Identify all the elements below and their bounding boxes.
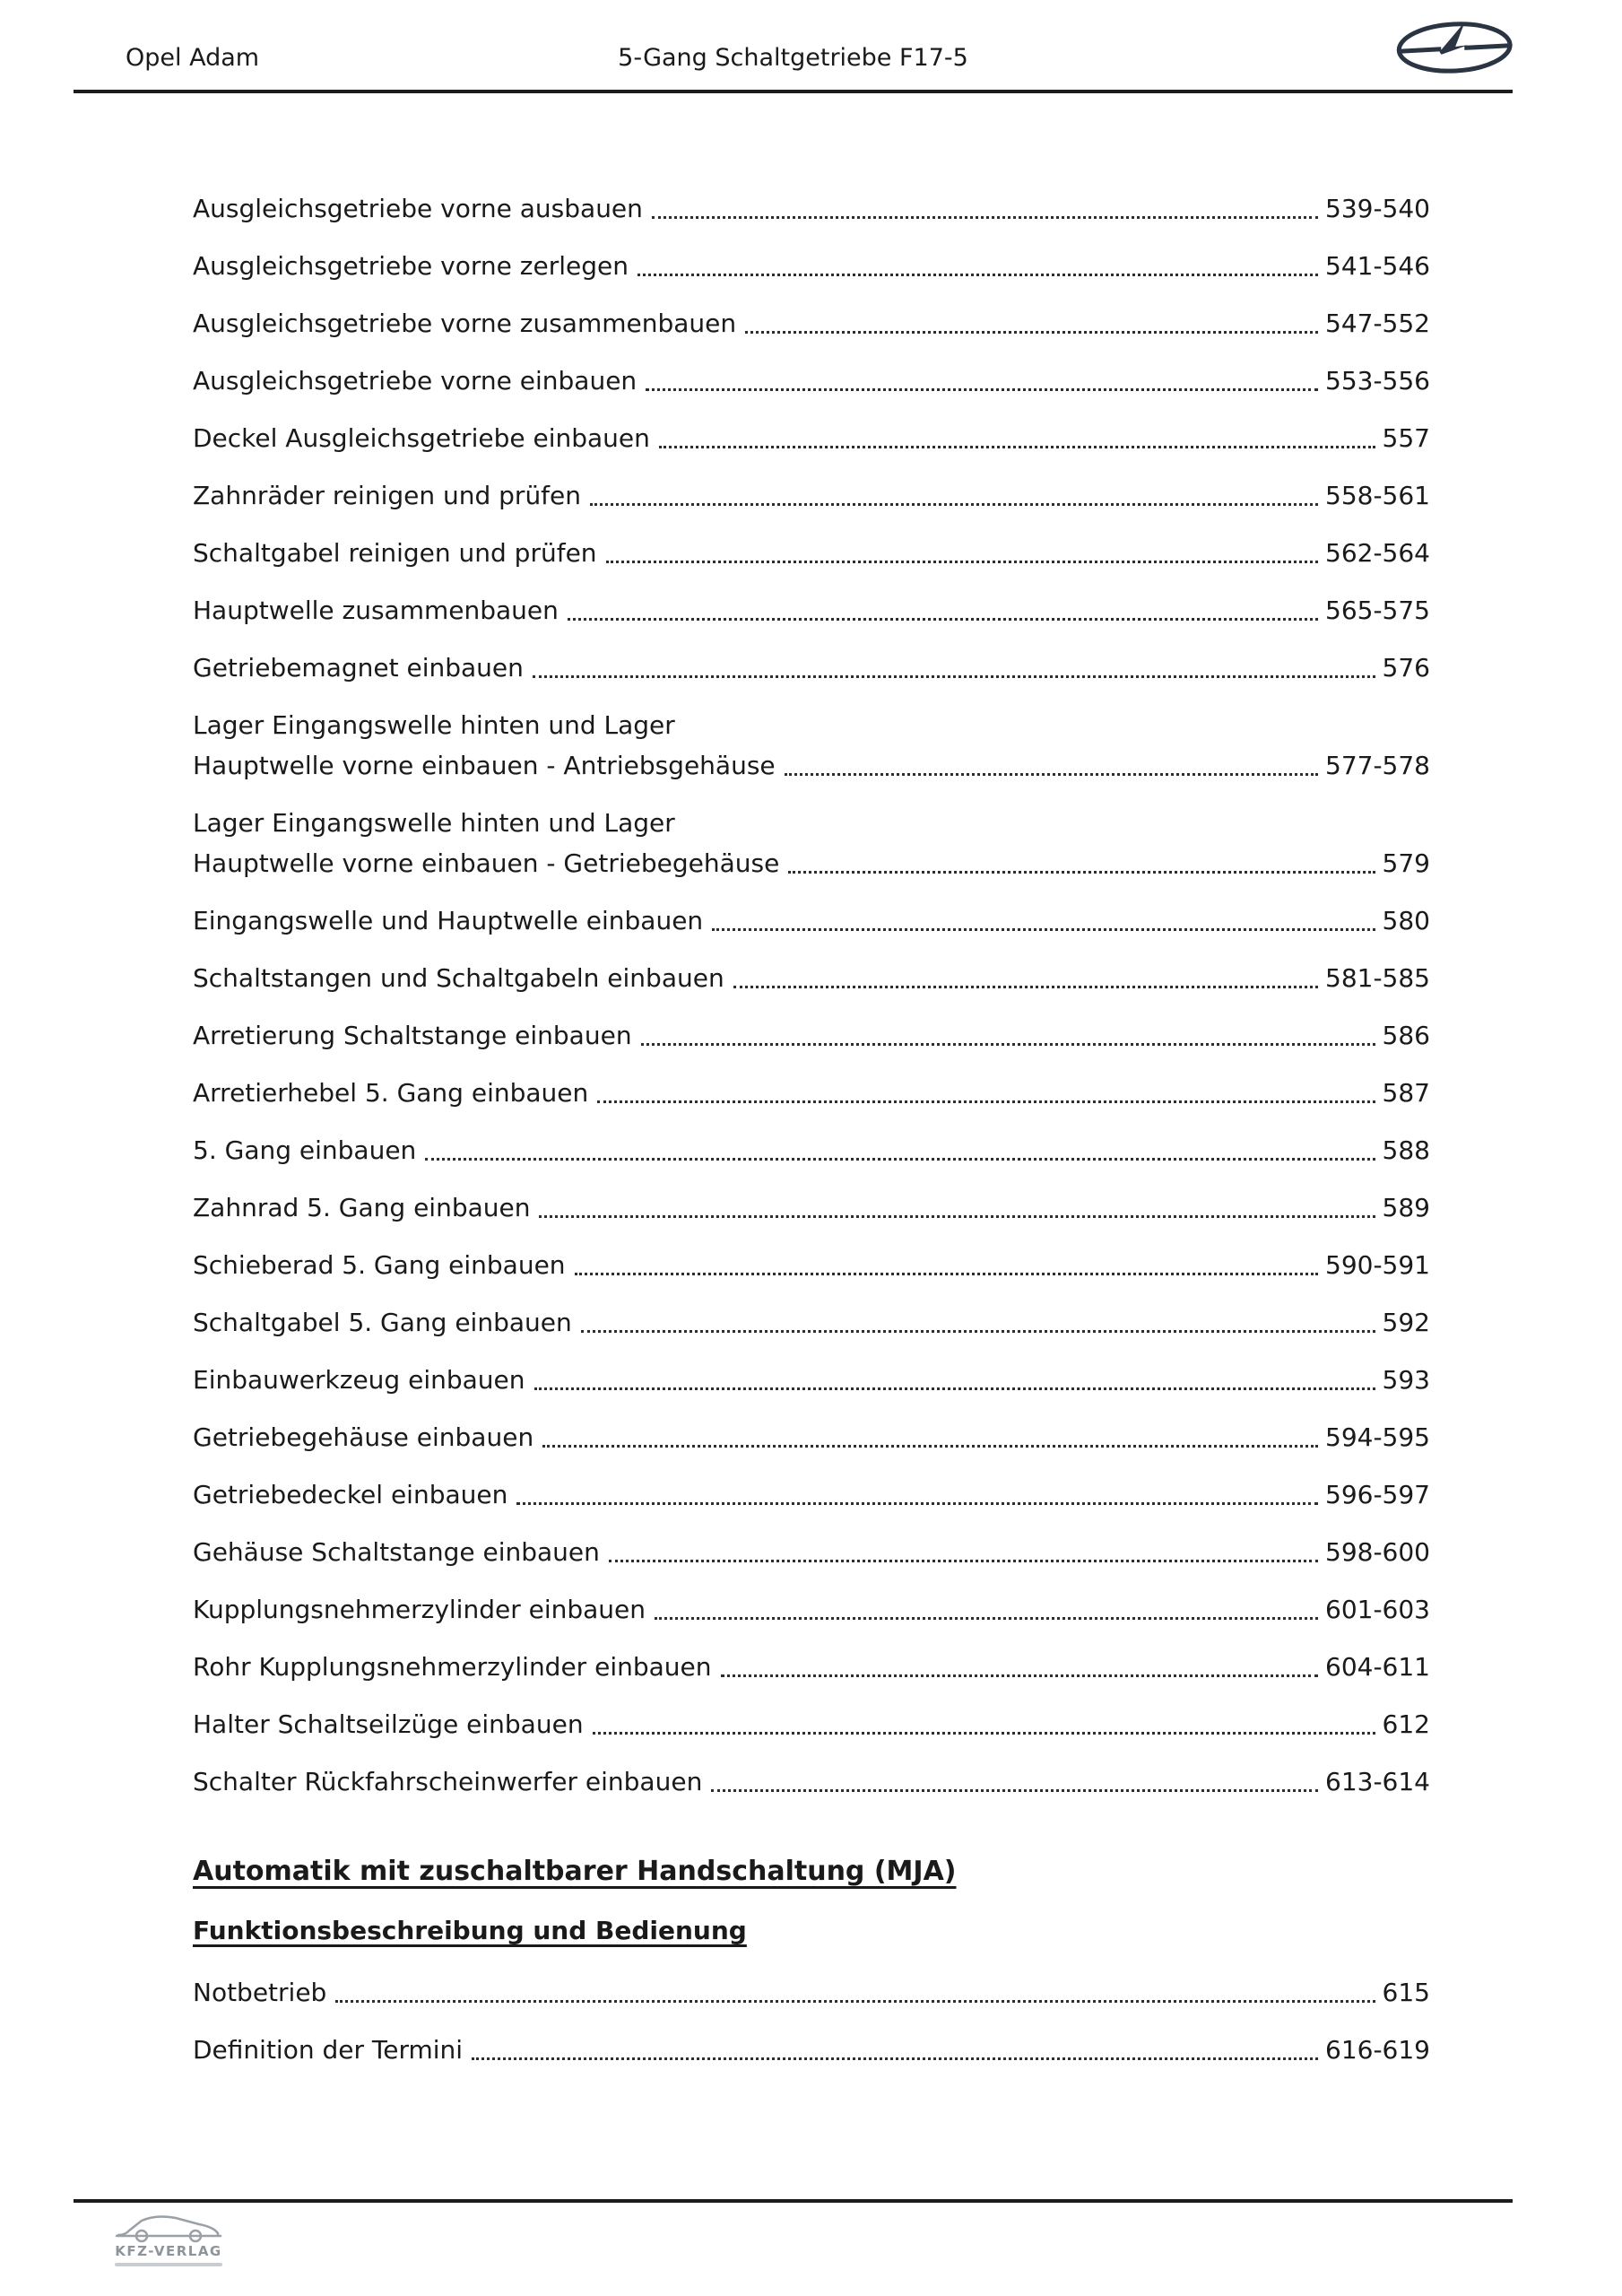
toc-entry	[193, 1647, 1430, 1687]
toc-entry-title: Ausgleichsgetriebe vorne einbauen	[193, 366, 638, 396]
toc-entry	[193, 705, 1430, 786]
toc-entry	[193, 2030, 1430, 2070]
toc-row	[193, 1302, 1430, 1343]
toc-entry	[193, 590, 1430, 631]
toc-entry	[193, 1187, 1430, 1228]
toc-row	[193, 1187, 1430, 1228]
toc-entry-pages: 553-556	[1325, 366, 1430, 396]
header-model-name: Opel Adam	[126, 44, 260, 72]
toc-row	[193, 803, 1430, 843]
toc-leader-dots	[712, 928, 1375, 931]
toc-entry	[193, 1589, 1430, 1630]
toc-entry-title: Zahnräder reinigen und prüfen	[193, 481, 582, 510]
toc-row	[193, 418, 1430, 458]
toc-entry-pages: 613-614	[1325, 1767, 1430, 1796]
footer-logo-text: KFZ-VERLAG	[115, 2243, 222, 2259]
toc-entry-title: Ausgleichsgetriebe vorne zerlegen	[193, 251, 629, 281]
toc-entry-pages: 589	[1382, 1193, 1430, 1222]
toc-entry-pages: 601-603	[1325, 1595, 1430, 1624]
toc-entry	[193, 533, 1430, 573]
toc-leader-dots	[721, 1674, 1319, 1677]
toc-row	[193, 1589, 1430, 1630]
toc-entry-title: Getriebegehäuse einbauen	[193, 1422, 534, 1452]
toc-row	[193, 1130, 1430, 1170]
toc-entry-pages: 588	[1382, 1135, 1430, 1165]
toc-entry	[193, 803, 1430, 883]
toc-leader-dots	[533, 675, 1375, 678]
toc-leader-dots	[593, 1732, 1375, 1735]
toc-row	[193, 705, 1430, 745]
toc-entry-pages: 604-611	[1325, 1652, 1430, 1682]
toc-entry	[193, 1704, 1430, 1744]
toc-entry-title: Schieberad 5. Gang einbauen	[193, 1250, 566, 1280]
page-header	[74, 23, 1513, 93]
toc-row	[193, 1704, 1430, 1744]
toc-leader-dots	[606, 561, 1318, 563]
toc-entry-pages: 598-600	[1325, 1537, 1430, 1567]
toc-leader-dots	[534, 1387, 1375, 1390]
toc-entry-pages: 593	[1382, 1365, 1430, 1395]
toc-entry-pages: 615	[1382, 1978, 1430, 2007]
toc-entry-title: Halter Schaltseilzüge einbauen	[193, 1709, 584, 1739]
toc-entry-title: Getriebedeckel einbauen	[193, 1480, 508, 1509]
toc-entry	[193, 1360, 1430, 1400]
toc-entry	[193, 1417, 1430, 1457]
footer-publisher-logo	[97, 2208, 240, 2266]
toc-leader-dots	[641, 1043, 1375, 1046]
toc-entry	[193, 1015, 1430, 1056]
toc-section-list	[193, 1972, 1430, 2070]
toc-entry-title: Deckel Ausgleichsgetriebe einbauen	[193, 423, 650, 453]
toc-entry-title: Ausgleichsgetriebe vorne ausbauen	[193, 194, 643, 223]
toc-main-list	[193, 188, 1430, 1802]
toc-entry-title: Notbetrieb	[193, 1978, 327, 2007]
toc-entry-pages: 594-595	[1325, 1422, 1430, 1452]
toc-entry	[193, 246, 1430, 286]
toc-entry-title: Arretierhebel 5. Gang einbauen	[193, 1078, 589, 1108]
toc-entry-title: Schalter Rückfahrscheinwerfer einbauen	[193, 1767, 703, 1796]
toc-entry-title: Gehäuse Schaltstange einbauen	[193, 1537, 600, 1567]
toc-entry-pages: 587	[1382, 1078, 1430, 1108]
section-heading: Automatik mit zuschaltbarer Handschaltung (MJA)	[193, 1856, 957, 1887]
toc-leader-dots	[745, 331, 1318, 334]
toc-entry-title: Hauptwelle vorne einbauen - Antriebsgehäuse	[193, 751, 776, 780]
toc-row	[193, 1015, 1430, 1056]
toc-entry	[193, 475, 1430, 516]
toc-entry	[193, 418, 1430, 458]
toc-entry-pages: 586	[1382, 1021, 1430, 1050]
opel-blitz-logo-icon	[1385, 4, 1523, 84]
kfz-verlag-car-icon	[97, 2208, 240, 2244]
toc-leader-dots	[638, 274, 1318, 276]
toc-leader-dots	[785, 773, 1318, 776]
toc-entry-pages: 596-597	[1325, 1480, 1430, 1509]
toc-row	[193, 1532, 1430, 1572]
toc-entry	[193, 1245, 1430, 1285]
toc-entry-pages: 577-578	[1325, 751, 1430, 780]
toc-entry-pages: 562-564	[1325, 538, 1430, 568]
toc-entry-title: Einbauwerkzeug einbauen	[193, 1365, 525, 1395]
toc-entry	[193, 1532, 1430, 1572]
toc-entry-pages: 541-546	[1325, 251, 1430, 281]
toc-row	[193, 1972, 1430, 2013]
toc-entry-title: Ausgleichsgetriebe vorne zusammenbauen	[193, 309, 737, 338]
toc-leader-dots	[659, 446, 1375, 448]
toc-entry-title: Schaltgabel 5. Gang einbauen	[193, 1308, 572, 1337]
toc-entry	[193, 1130, 1430, 1170]
toc-entry-pages: 565-575	[1325, 596, 1430, 625]
toc-row	[193, 1245, 1430, 1285]
toc-row	[193, 1474, 1430, 1515]
toc-entry	[193, 361, 1430, 401]
toc-row	[193, 648, 1430, 688]
toc-leader-dots	[542, 1445, 1318, 1448]
toc-entry-pages: 579	[1382, 848, 1430, 878]
footer-rule	[74, 2199, 1513, 2203]
toc-entry	[193, 303, 1430, 344]
toc-entry-title: Hauptwelle zusammenbauen	[193, 596, 559, 625]
toc-row	[193, 475, 1430, 516]
toc-row	[193, 246, 1430, 286]
toc-leader-dots	[652, 216, 1318, 219]
toc-row	[193, 1761, 1430, 1802]
toc-entry-title: 5. Gang einbauen	[193, 1135, 417, 1165]
toc-row	[193, 361, 1430, 401]
toc-row	[193, 745, 1430, 786]
toc-row	[193, 900, 1430, 941]
toc-leader-dots	[516, 1502, 1318, 1505]
toc-row	[193, 533, 1430, 573]
toc-row	[193, 1360, 1430, 1400]
toc-entry-title: Lager Eingangswelle hinten und Lager	[193, 808, 675, 838]
toc-row	[193, 590, 1430, 631]
toc-leader-dots	[568, 618, 1318, 621]
toc-row	[193, 958, 1430, 998]
toc-entry-title: Schaltgabel reinigen und prüfen	[193, 538, 597, 568]
table-of-contents	[193, 188, 1430, 2087]
toc-entry-title: Kupplungsnehmerzylinder einbauen	[193, 1595, 646, 1624]
toc-entry-pages: 558-561	[1325, 481, 1430, 510]
toc-entry-pages: 581-585	[1325, 963, 1430, 993]
toc-entry-pages: 576	[1382, 653, 1430, 683]
toc-entry-pages: 557	[1382, 423, 1430, 453]
toc-row	[193, 843, 1430, 883]
toc-leader-dots	[646, 388, 1318, 391]
toc-leader-dots	[609, 1560, 1318, 1562]
toc-entry-pages: 580	[1382, 906, 1430, 935]
footer-logo-tagline	[115, 2263, 222, 2266]
toc-leader-dots	[597, 1100, 1375, 1103]
toc-entry-title: Schaltstangen und Schaltgabeln einbauen	[193, 963, 724, 993]
toc-leader-dots	[335, 2000, 1375, 2003]
section-subheading: Funktionsbeschreibung und Bedienung	[193, 1916, 747, 1945]
toc-entry-title: Arretierung Schaltstange einbauen	[193, 1021, 632, 1050]
toc-entry	[193, 1073, 1430, 1113]
header-chapter-title: 5-Gang Schaltgetriebe F17-5	[618, 44, 968, 72]
toc-leader-dots	[425, 1158, 1375, 1161]
toc-entry-pages: 616-619	[1325, 2035, 1430, 2065]
toc-entry-pages: 547-552	[1325, 309, 1430, 338]
toc-row	[193, 188, 1430, 229]
toc-leader-dots	[788, 871, 1375, 874]
toc-row	[193, 1073, 1430, 1113]
toc-row	[193, 2030, 1430, 2070]
toc-entry-title: Eingangswelle und Hauptwelle einbauen	[193, 906, 704, 935]
toc-leader-dots	[575, 1273, 1318, 1275]
toc-entry-title: Getriebemagnet einbauen	[193, 653, 524, 683]
toc-leader-dots	[711, 1789, 1318, 1792]
toc-leader-dots	[733, 986, 1318, 988]
toc-row	[193, 1647, 1430, 1687]
toc-leader-dots	[472, 2057, 1318, 2060]
toc-entry	[193, 1302, 1430, 1343]
toc-entry	[193, 900, 1430, 941]
toc-entry-title: Zahnrad 5. Gang einbauen	[193, 1193, 531, 1222]
toc-row	[193, 1417, 1430, 1457]
toc-entry	[193, 958, 1430, 998]
toc-entry	[193, 1474, 1430, 1515]
toc-leader-dots	[655, 1617, 1318, 1620]
toc-row	[193, 303, 1430, 344]
toc-entry	[193, 648, 1430, 688]
toc-entry-pages: 592	[1382, 1308, 1430, 1337]
toc-entry-pages: 612	[1382, 1709, 1430, 1739]
toc-leader-dots	[539, 1215, 1375, 1218]
toc-entry-pages: 590-591	[1325, 1250, 1430, 1280]
toc-leader-dots	[581, 1330, 1375, 1333]
toc-entry-pages: 539-540	[1325, 194, 1430, 223]
toc-entry	[193, 1761, 1430, 1802]
toc-entry-title: Rohr Kupplungsnehmerzylinder einbauen	[193, 1652, 712, 1682]
toc-entry-title: Hauptwelle vorne einbauen - Getriebegehäuse	[193, 848, 780, 878]
toc-entry	[193, 188, 1430, 229]
toc-entry-title: Definition der Termini	[193, 2035, 464, 2065]
toc-entry-title: Lager Eingangswelle hinten und Lager	[193, 710, 675, 740]
toc-leader-dots	[590, 503, 1318, 506]
toc-entry	[193, 1972, 1430, 2013]
